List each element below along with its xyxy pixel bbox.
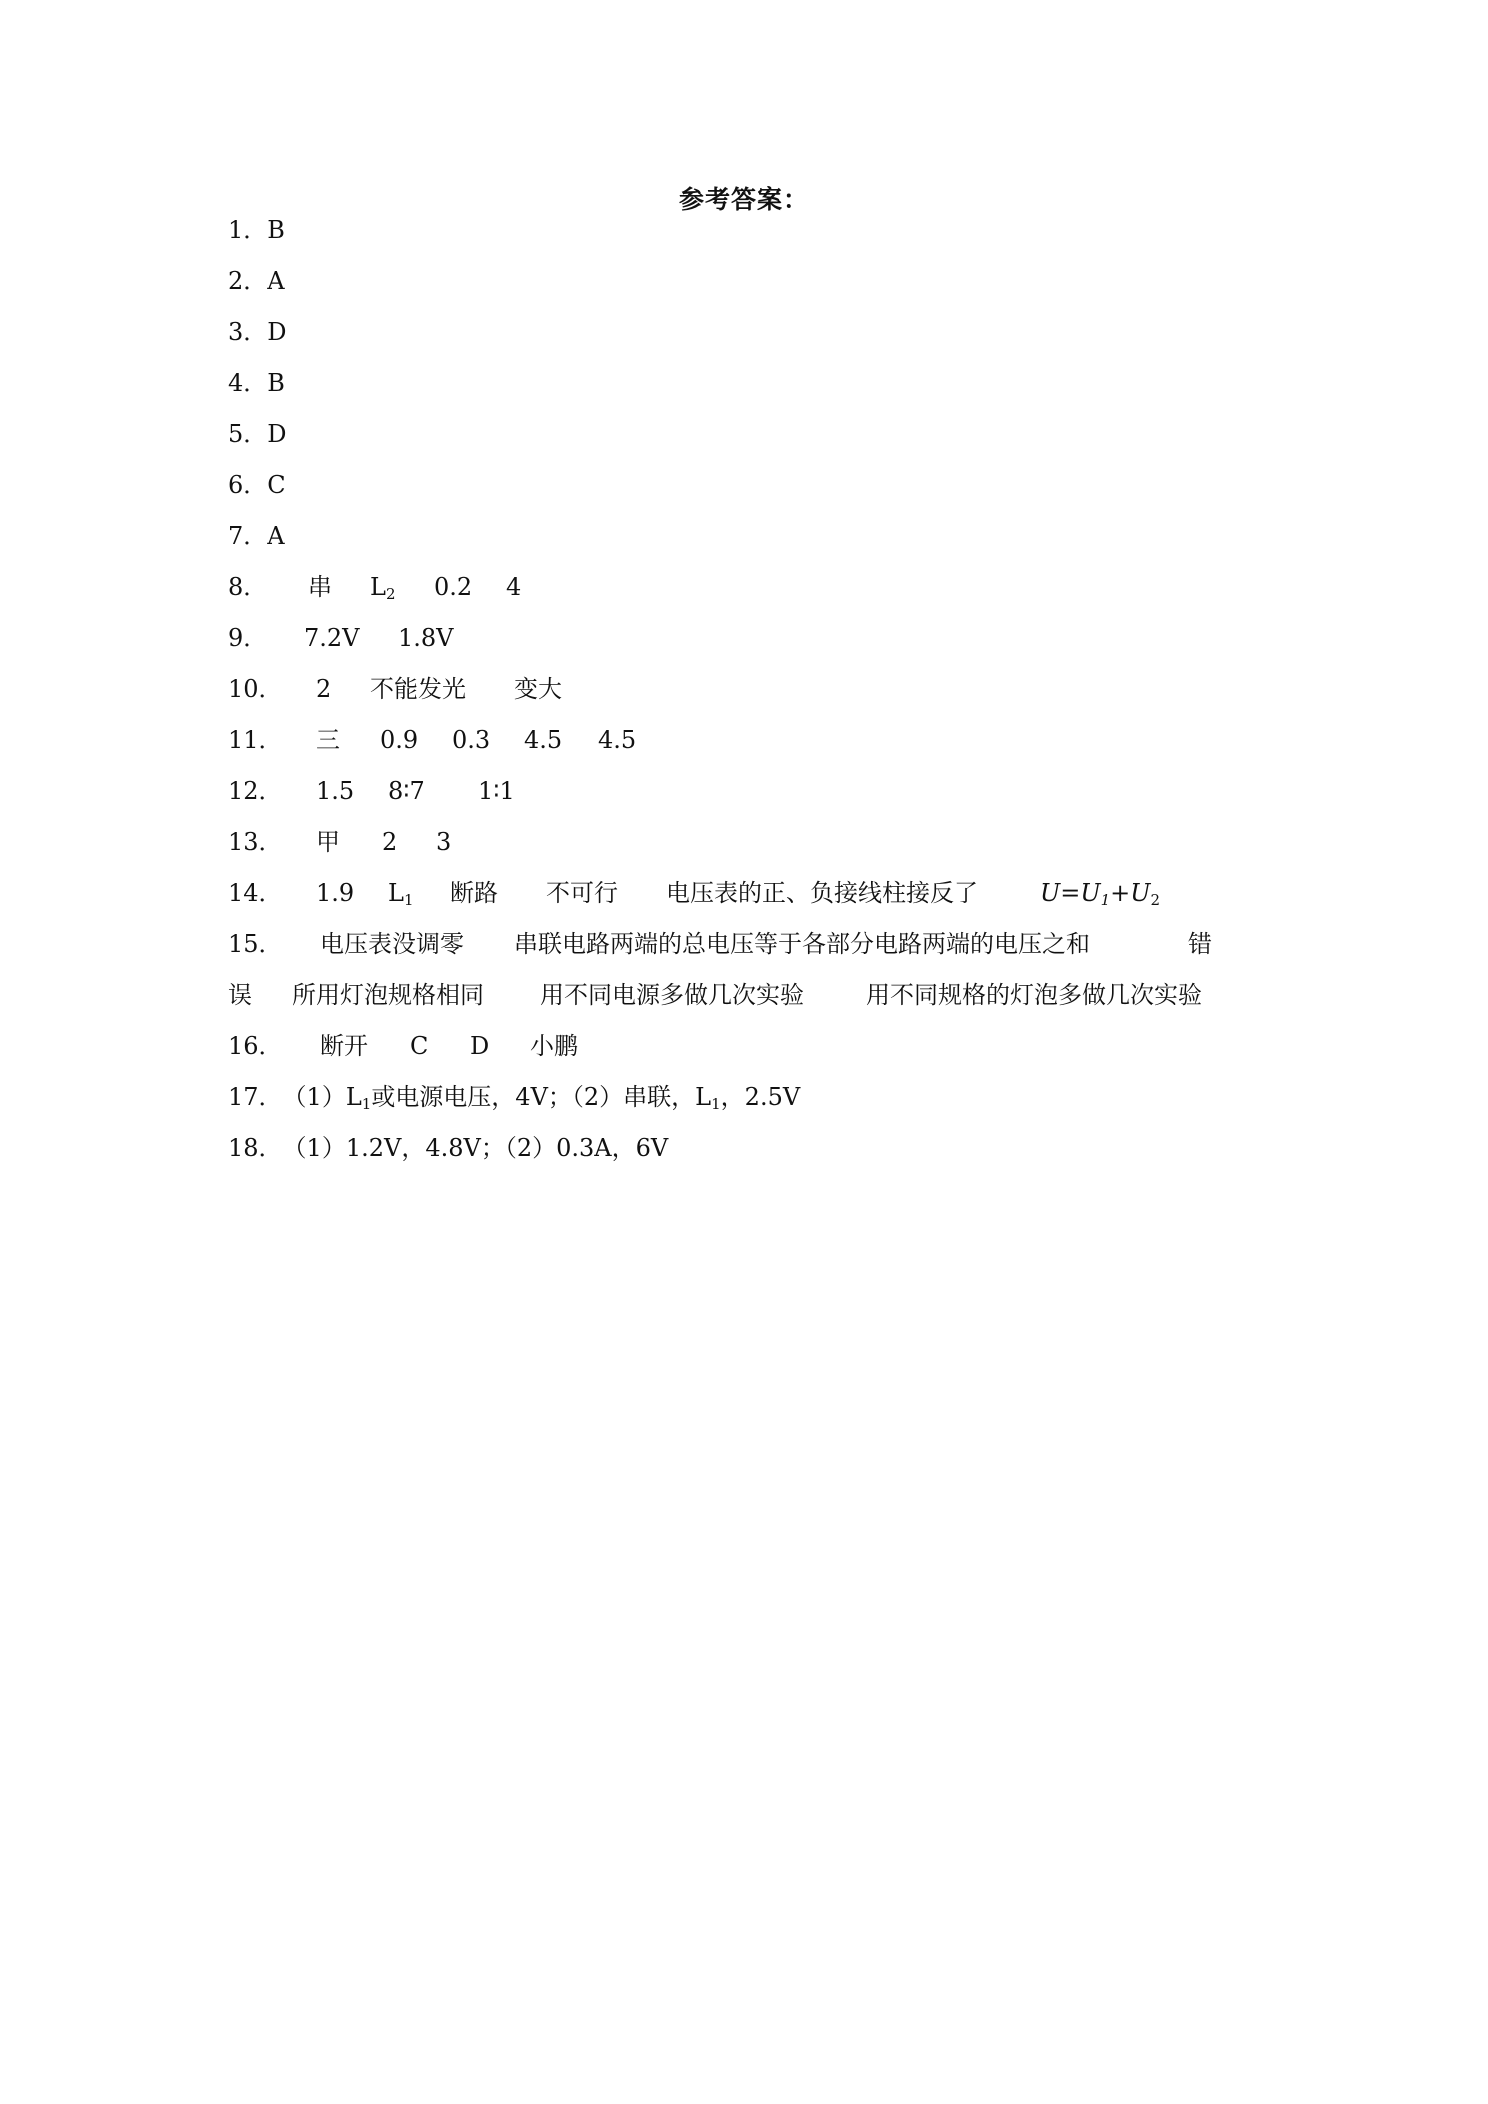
answer-part: 4.5 (524, 726, 563, 754)
answer-part: 4 (506, 573, 522, 601)
answer-6 (228, 469, 286, 501)
answer-part: 误 (228, 981, 252, 1009)
answer-11 (228, 724, 637, 756)
page-title: 参考答案： (678, 185, 809, 214)
answer-text: （1）1.2V，4.8V；（2）0.3A，6V (282, 1134, 669, 1162)
answer-number: 1． (228, 216, 268, 244)
answer-number: 12． (228, 777, 283, 805)
answer-number: 14． (228, 879, 283, 907)
answer-part: 错 (1188, 930, 1212, 958)
answer-part: 0.2 (434, 573, 473, 601)
answer-part: 电压表没调零 (320, 930, 464, 958)
answer-1 (228, 214, 285, 246)
answer-text: C (267, 471, 286, 499)
answer-part: 1.8V (398, 624, 454, 652)
answer-4 (228, 367, 285, 399)
answer-number: 11． (228, 726, 283, 754)
answer-part: 0.9 (380, 726, 419, 754)
answer-15 (228, 928, 1212, 960)
answer-number: 5． (228, 420, 268, 448)
answer-text: D (267, 420, 287, 448)
answer-text: A (267, 522, 285, 550)
answer-number: 16． (228, 1032, 283, 1060)
answer-part: 串 (308, 573, 332, 601)
answer-part: 2 (382, 828, 398, 856)
answer-part: 0.3 (452, 726, 491, 754)
answer-number: 3． (228, 318, 268, 346)
answer-part: $L_1$ (388, 879, 414, 909)
answer-part-formula: $U=U_1+U_2$ (1040, 879, 1160, 909)
answer-part: 4.5 (598, 726, 637, 754)
answer-part: 不能发光 (370, 675, 466, 703)
answer-16 (228, 1030, 578, 1062)
answer-text: D (267, 318, 287, 346)
answer-part: 1∶1 (478, 777, 515, 805)
answer-18 (228, 1132, 668, 1164)
answer-3 (228, 316, 287, 348)
answer-15-continued (228, 979, 1202, 1011)
answer-number: 10． (228, 675, 283, 703)
answer-5 (228, 418, 287, 450)
answer-part: 2 (316, 675, 332, 703)
answer-part: 甲 (316, 828, 340, 856)
answer-part: D (470, 1032, 490, 1060)
answer-part: 1.5 (316, 777, 355, 805)
answer-part: 断开 (320, 1032, 368, 1060)
answer-number: 17． (228, 1083, 283, 1111)
answer-17 (228, 1081, 800, 1113)
answer-number: 4． (228, 369, 268, 397)
answer-13 (228, 826, 452, 858)
answer-10 (228, 673, 562, 705)
answer-part: 所用灯泡规格相同 (292, 981, 484, 1009)
answer-part: 3 (436, 828, 452, 856)
answer-text: B (267, 369, 285, 397)
answer-part: 7.2V (304, 624, 360, 652)
answer-number: 6． (228, 471, 268, 499)
answer-part: 断路 (450, 879, 498, 907)
answer-part: 8∶7 (388, 777, 425, 805)
answer-part: $L_2$ (370, 573, 396, 603)
answer-part: 用不同规格的灯泡多做几次实验 (866, 981, 1202, 1009)
answer-part: 串联电路两端的总电压等于各部分电路两端的电压之和 (514, 930, 1090, 958)
answer-part: C (410, 1032, 429, 1060)
answer-number: 8． (228, 573, 268, 601)
answer-part: 小鹏 (530, 1032, 578, 1060)
answer-7 (228, 520, 285, 552)
answer-number: 7． (228, 522, 268, 550)
answer-part: 变大 (514, 675, 562, 703)
answer-part: 不可行 (546, 879, 618, 907)
answer-2 (228, 265, 285, 297)
answer-text: $(1)L_1$或电源电压，4V；（2）串联，$L_1$，2.5V (282, 1083, 801, 1113)
answer-number: 13． (228, 828, 283, 856)
answer-number: 18． (228, 1134, 283, 1162)
answer-part: 三 (316, 726, 340, 754)
answer-8 (228, 571, 522, 603)
answer-part: 1.9 (316, 879, 355, 907)
answer-number: 2． (228, 267, 268, 295)
answer-part: 用不同电源多做几次实验 (540, 981, 804, 1009)
answer-number: 15． (228, 930, 283, 958)
answer-14 (228, 877, 1160, 909)
answer-number: 9． (228, 624, 268, 652)
answer-9 (228, 622, 454, 654)
answer-part: 电压表的正、负接线柱接反了 (666, 879, 978, 907)
answer-text: B (267, 216, 285, 244)
answer-text: A (267, 267, 285, 295)
answer-12 (228, 775, 515, 807)
